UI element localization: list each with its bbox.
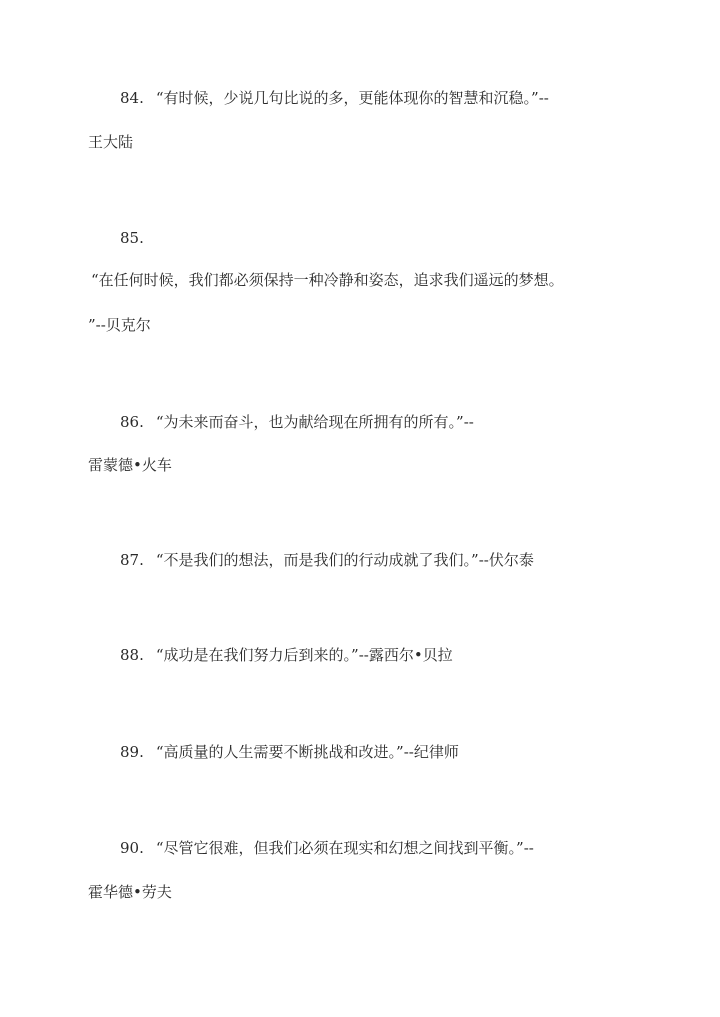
quote-text: “有时候，少说几句比说的多，更能体现你的智慧和沉稳。”-- — [155, 89, 549, 107]
quote-line — [120, 88, 549, 108]
quote-text: “成功是在我们努力后到来的。”--露西尔•贝拉 — [155, 646, 453, 664]
entry-number: 88. — [120, 646, 144, 664]
entry-number: 84. — [120, 89, 144, 107]
entry-number: 86. — [120, 413, 144, 431]
quote-author: 雷蒙德•火车 — [88, 456, 172, 474]
quote-text: “不是我们的想法，而是我们的行动成就了我们。”--伏尔泰 — [155, 551, 534, 569]
entry-number: 87. — [120, 551, 144, 569]
quote-line — [120, 742, 459, 762]
quote-author: 霍华德•劳夫 — [88, 883, 172, 901]
quote-text: “在任何时候，我们都必须保持一种冷静和姿态，追求我们遥远的梦想。 — [91, 271, 564, 289]
entry-number: 89. — [120, 743, 144, 761]
quote-line — [120, 412, 474, 432]
quote-line — [120, 838, 534, 858]
entry-number: 90. — [120, 839, 144, 857]
quote-text: “高质量的人生需要不断挑战和改进。”--纪律师 — [155, 743, 459, 761]
quote-line — [120, 550, 534, 570]
quote-text: “为未来而奋斗，也为献给现在所拥有的所有。”-- — [155, 413, 474, 431]
entry-number: 85. — [120, 229, 144, 247]
quote-author: 王大陆 — [88, 133, 134, 151]
quote-line — [120, 645, 453, 665]
quote-author: ”--贝克尔 — [88, 316, 151, 334]
quote-text: “尽管它很难，但我们必须在现实和幻想之间找到平衡。”-- — [155, 839, 534, 857]
